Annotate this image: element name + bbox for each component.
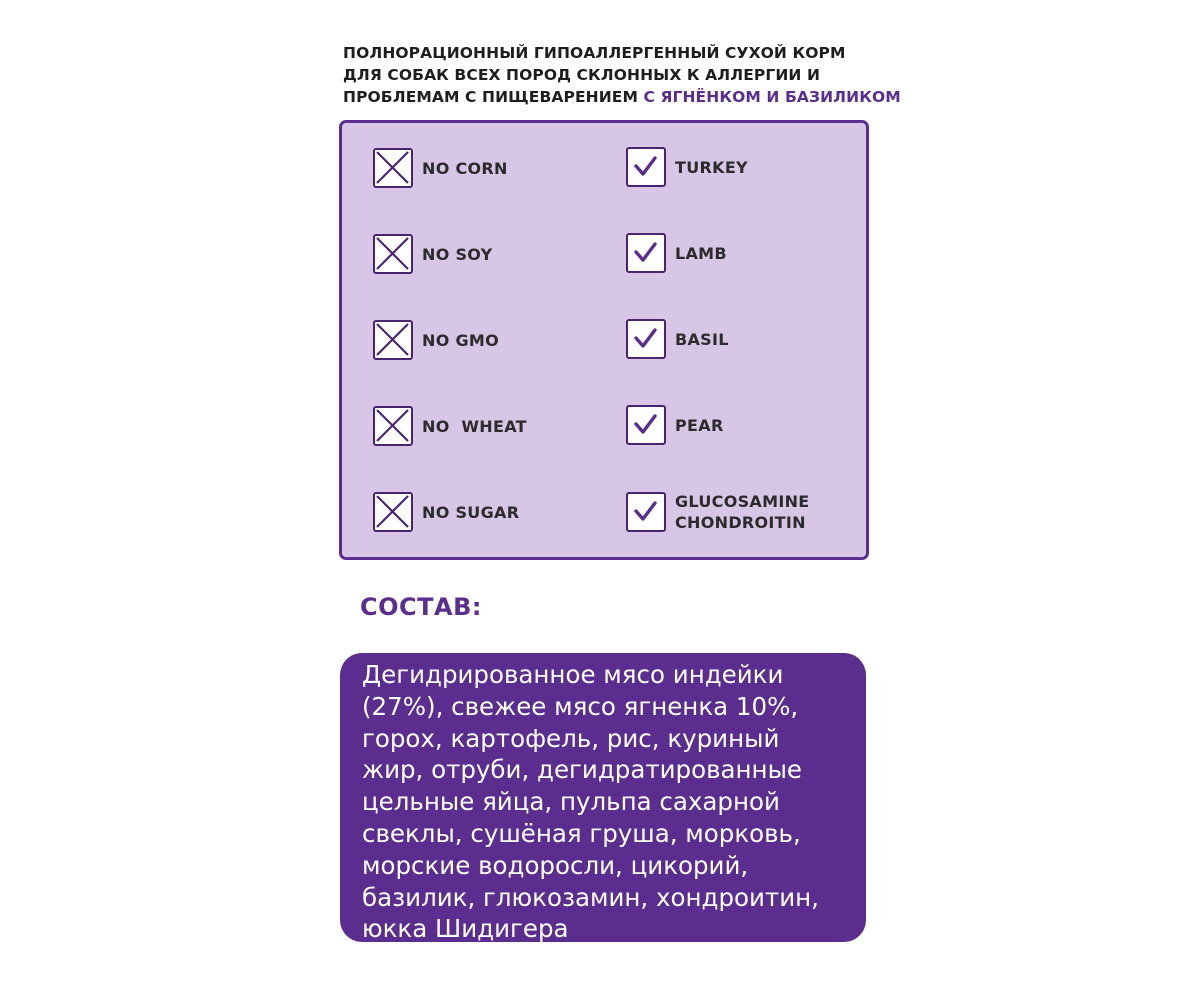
feature-no-corn — [373, 148, 508, 188]
feature-no-soy — [373, 234, 493, 274]
checkmark-icon — [626, 405, 666, 445]
feature-label: NO WHEAT — [422, 416, 527, 436]
header-line-2: ДЛЯ СОБАК ВСЕХ ПОРОД СКЛОННЫХ К АЛЛЕРГИИ И — [343, 66, 821, 84]
feature-no-wheat — [373, 406, 527, 446]
feature-glucosamine-chondroitin — [626, 491, 810, 533]
composition-line: горох, картофель, рис, куриный — [362, 723, 780, 753]
features-panel — [339, 120, 869, 560]
feature-label: NO GMO — [422, 330, 500, 350]
checkmark-icon — [626, 233, 666, 273]
checkmark-icon — [626, 319, 666, 359]
composition-line: морские водоросли, цикорий, — [362, 850, 749, 880]
header-flavor-accent: С ЯГНЁНКОМ И БАЗИЛИКОМ — [643, 88, 901, 106]
composition-text — [362, 659, 856, 945]
feature-pear — [626, 405, 724, 445]
feature-label: TURKEY — [675, 157, 748, 177]
checkmark-icon — [626, 492, 666, 532]
composition-line: жир, отруби, дегидратированные — [362, 755, 802, 785]
feature-label: NO SOY — [422, 244, 493, 264]
header-line-3 — [343, 86, 903, 108]
composition-panel — [340, 653, 866, 942]
cross-icon — [373, 492, 413, 532]
feature-label: GLUCOSAMINE CHONDROITIN — [675, 492, 810, 532]
header-line-3-main: ПРОБЛЕМАМ С ПИЩЕВАРЕНИЕМ — [343, 88, 644, 106]
feature-no-sugar — [373, 492, 519, 532]
cross-icon — [373, 406, 413, 446]
composition-line: (27%), свежее мясо ягненка 10%, — [362, 691, 799, 721]
composition-line: Дегидрированное мясо индейки — [362, 660, 784, 689]
cross-icon — [373, 148, 413, 188]
composition-line: цельные яйца, пульпа сахарной — [362, 787, 780, 817]
composition-title: СОСТАВ: — [360, 593, 482, 621]
composition-line: базилик, глюкозамин, хондроитин, — [362, 882, 819, 912]
composition-line: юкка Шидигера — [362, 914, 569, 944]
feature-no-gmo — [373, 320, 499, 360]
checkmark-icon — [626, 147, 666, 187]
feature-label: LAMB — [675, 243, 727, 263]
feature-lamb — [626, 233, 727, 273]
feature-label: PEAR — [675, 415, 724, 435]
cross-icon — [373, 234, 413, 274]
feature-label: NO CORN — [422, 158, 508, 178]
cross-icon — [373, 320, 413, 360]
feature-label: BASIL — [675, 329, 729, 349]
composition-line: свеклы, сушёная груша, морковь, — [362, 818, 801, 848]
feature-turkey — [626, 147, 748, 187]
product-description-header — [343, 42, 903, 108]
header-line-1: ПОЛНОРАЦИОННЫЙ ГИПОАЛЛЕРГЕННЫЙ СУХОЙ КОРМ — [343, 44, 846, 62]
feature-basil — [626, 319, 729, 359]
feature-label: NO SUGAR — [422, 502, 520, 522]
